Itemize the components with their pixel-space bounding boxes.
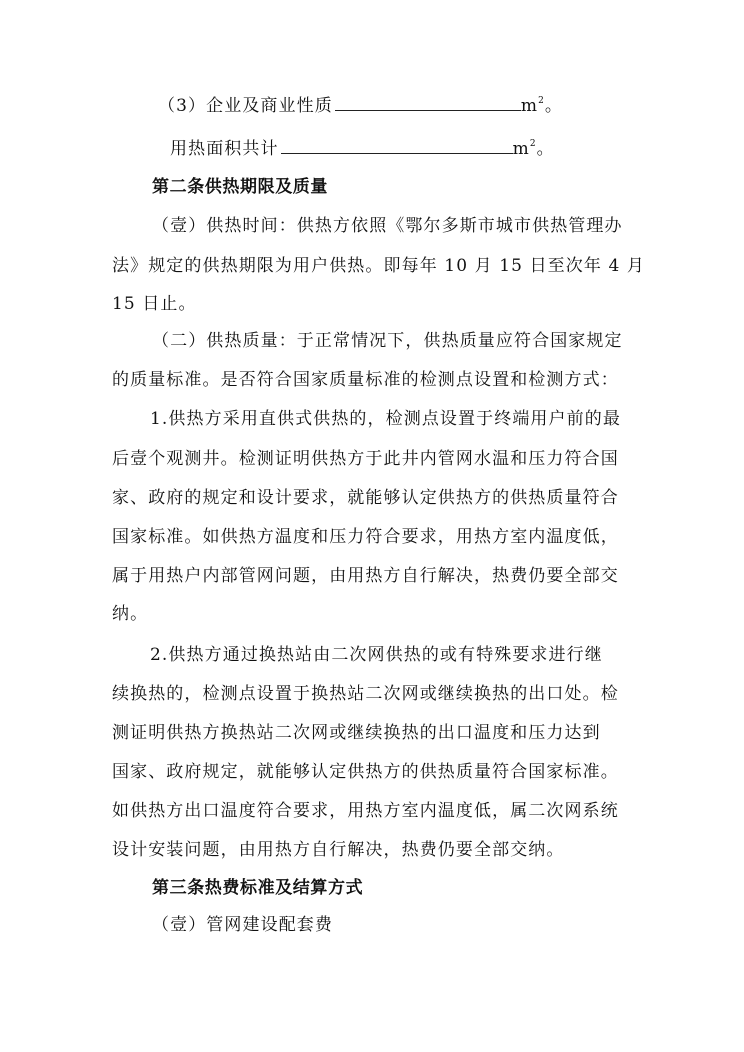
area-total-end: 。 [536,139,555,159]
article2-heading: 第二条供热期限及质量 [152,177,328,197]
area-item-3-blank[interactable] [335,96,521,111]
paragraph-line: 国家标准。如供热方温度和压力符合要求，用热方室内温度低， [112,527,619,547]
paragraph-line: 属于用热户内部管网问题，由用热方自行解决，热费仍要全部交 [112,566,619,586]
paragraph-line: 2.供热方通过换热站由二次网供热的或有特殊要求进行继 [150,645,603,665]
paragraph-line: 的质量标准。是否符合国家质量标准的检测点设置和检测方式： [112,370,619,390]
paragraph-line: 如供热方出口温度符合要求，用热方室内温度低，属二次网系统 [112,801,619,821]
paragraph-line: 1.供热方采用直供式供热的，检测点设置于终端用户前的最 [150,409,621,429]
area-item-3-unit: $m^2$ [520,96,545,116]
paragraph-line: 纳。 [112,604,149,624]
area-total-blank[interactable] [281,139,513,154]
area-total-unit: $m^2$ [512,139,537,159]
paragraph-line: 后壹个观测井。检测证明供热方于此井内管网水温和压力符合国 [112,449,619,469]
area-total [170,138,555,160]
area-item-3 [158,95,563,117]
paragraph-line: 法》规定的供热期限为用户供热。即每年 10 月 15 日至次年 4 月 [112,256,646,276]
paragraph-line: 15 日止。 [112,294,197,314]
area-total-label: 用热面积共计 [170,139,279,159]
paragraph-line: 设计安装问题，由用热方自行解决，热费仍要全部交纳。 [112,840,565,860]
paragraph-line: （壹）供热时间：供热方依照《鄂尔多斯市城市供热管理办 [152,216,623,236]
paragraph-line: 测证明供热方换热站二次网或继续换热的出口温度和压力达到 [112,723,601,743]
area-item-3-end: 。 [544,96,563,116]
paragraph-line: 国家、政府规定，就能够认定供热方的供热质量符合国家标准。 [112,762,619,782]
paragraph-line: （壹）管网建设配套费 [152,915,333,935]
paragraph-line: （二）供热质量：于正常情况下，供热质量应符合国家规定 [152,331,623,351]
paragraph-line: 续换热的，检测点设置于换热站二次网或继续换热的出口处。检 [112,684,619,704]
paragraph-line: 家、政府的规定和设计要求，就能够认定供热方的供热质量符合 [112,488,619,508]
area-item-3-label: （3）企业及商业性质 [158,96,333,116]
article3-heading: 第三条热费标准及结算方式 [152,878,364,898]
